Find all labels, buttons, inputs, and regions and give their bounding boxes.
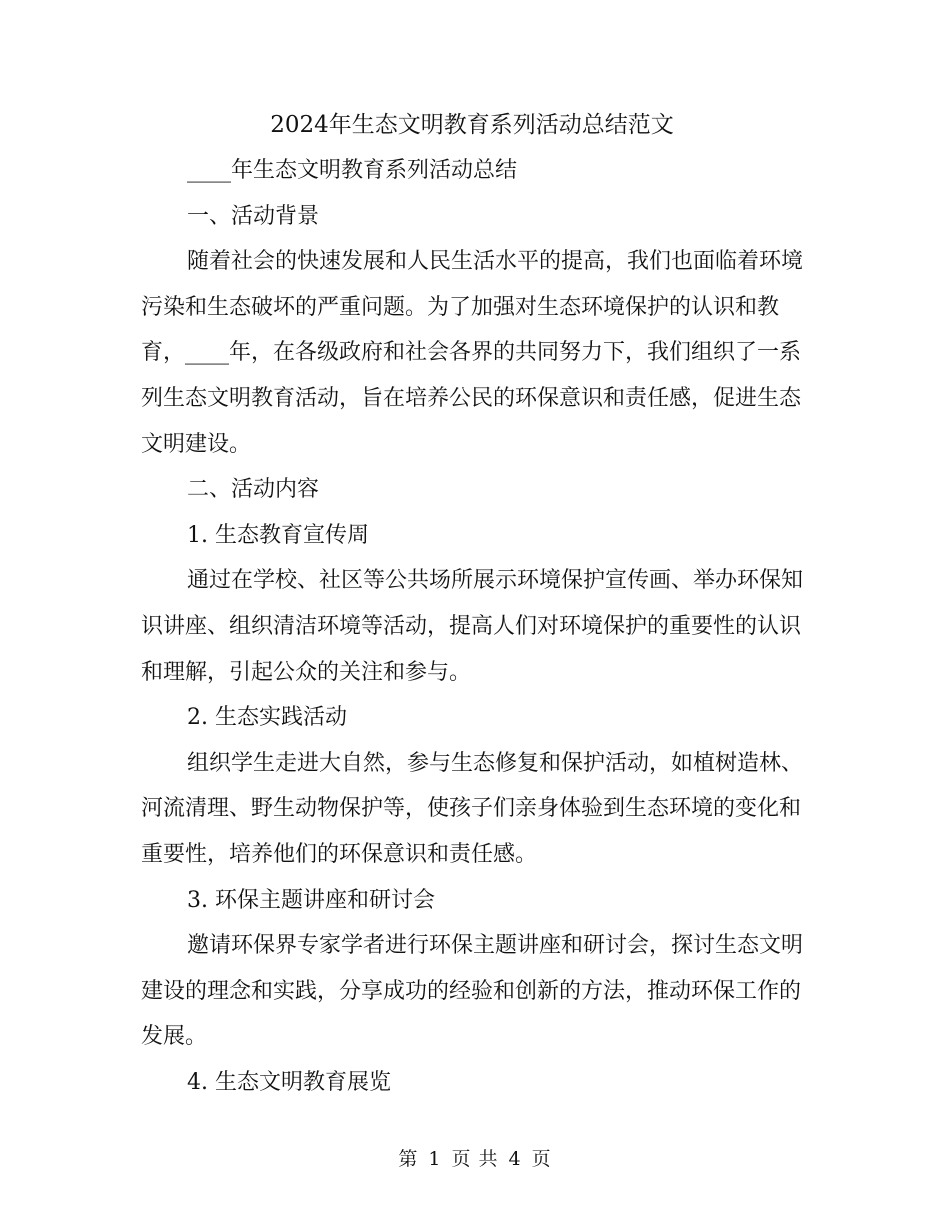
current-page-number: 1 xyxy=(428,1148,442,1170)
page-label-mid: 页 共 xyxy=(451,1148,499,1170)
item-heading-3: 3. 环保主题讲座和研讨会 xyxy=(187,887,435,913)
section-heading-background: 一、活动背景 xyxy=(187,203,320,229)
paragraph-item-1: 通过在学校、社区等公共场所展示环境保护宣传画、举办环保知识讲座、组织清洁环境等活动，提高人们对环境保护的重要性的认识和理解，引起公众的关注和参与。 xyxy=(141,568,804,685)
document-title: 2024年生态文明教育系列活动总结范文 xyxy=(270,112,674,138)
total-pages-number: 4 xyxy=(508,1148,522,1170)
page-label-suffix: 页 xyxy=(531,1148,552,1170)
section-heading-content: 二、活动内容 xyxy=(187,477,320,503)
item-heading-2: 2. 生态实践活动 xyxy=(187,705,347,731)
page-label-prefix: 第 xyxy=(398,1148,419,1170)
paragraph-item-3: 邀请环保界专家学者进行环保主题讲座和研讨会，探讨生态文明建设的理念和实践，分享成功的经验和创新的方法，推动环保工作的发展。 xyxy=(141,933,804,1050)
item-heading-4: 4. 生态文明教育展览 xyxy=(187,1069,391,1095)
page-footer xyxy=(0,1144,950,1174)
paragraph-item-2: 组织学生走进大自然，参与生态修复和保护活动，如植树造林、河流清理、野生动物保护等，使孩子们亲身体验到生态环境的变化和重要性，培养他们的环保意识和责任感。 xyxy=(141,750,804,867)
document-body xyxy=(141,102,803,1105)
document-subtitle: ____年生态文明教育系列活动总结 xyxy=(187,158,518,183)
paragraph-background: 随着社会的快速发展和人民生活水平的提高，我们也面临着环境污染和生态破坏的严重问题。为了加强对生态环境保护的认识和教育，____年，在各级政府和社会各界的共同努力下，我们组织了一系列生态文明教育活动，旨在培养公民的环保意识和责任感，促进生态文明建设。 xyxy=(141,249,804,457)
item-heading-1: 1. 生态教育宣传周 xyxy=(187,522,369,548)
